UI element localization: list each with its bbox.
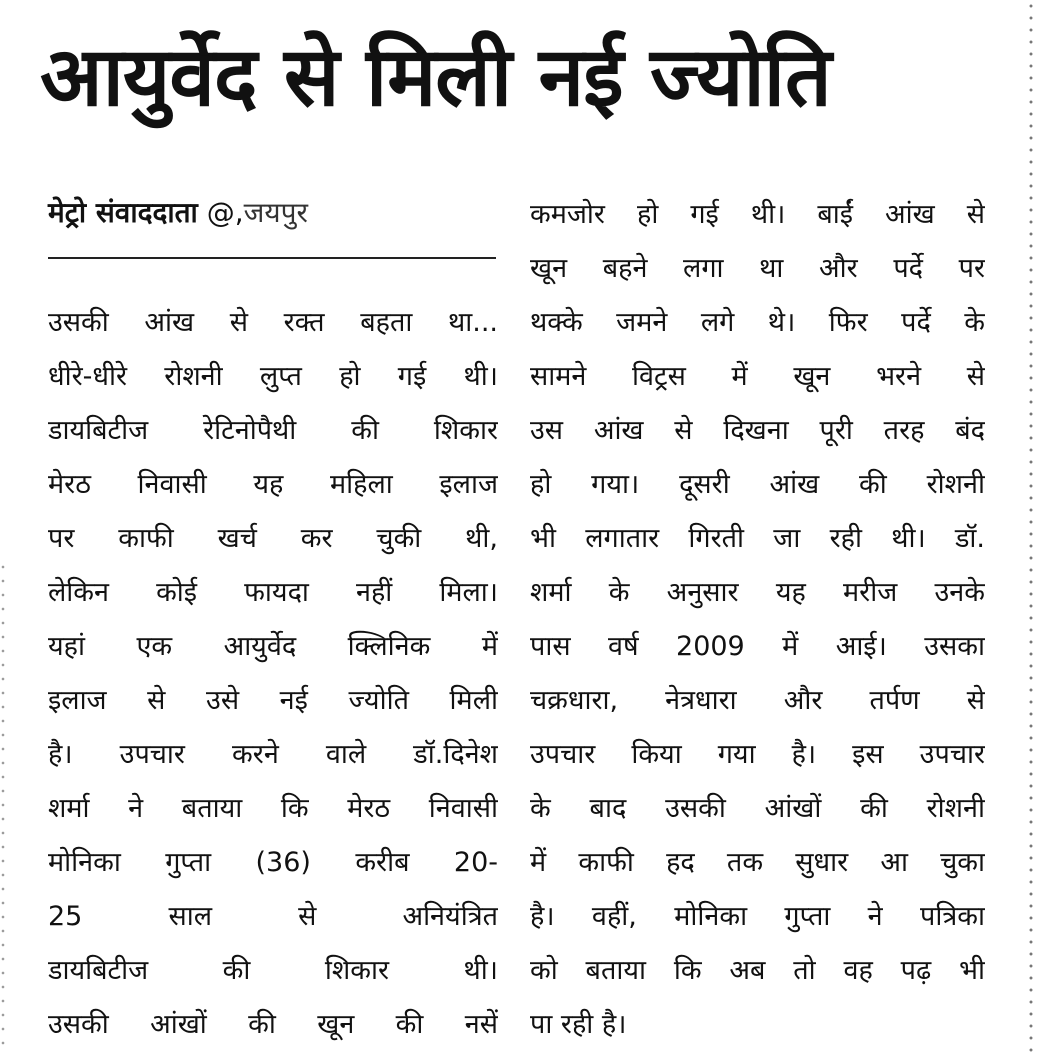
column-line: शर्मा के अनुसार यह मरीज उनके [530,577,985,608]
column-line: में काफी हद तक सुधार आ चुका [530,847,985,878]
column-line: लेकिन कोई फायदा नहीं मिला। [48,577,498,608]
column-line: उसकी आंख से रक्त बहता था... [48,307,498,338]
column-line: इलाज से उसे नई ज्योति मिली [48,685,498,716]
column-line: शर्मा ने बताया कि मेरठ निवासी [48,793,498,824]
article-column-left [48,296,498,1052]
column-line: मोनिका गुप्ता (36) करीब 20- [48,847,498,878]
column-line: उसकी आंखों की खून की नसें [48,1009,498,1040]
article-column-right [530,188,985,1052]
column-line: यहां एक आयुर्वेद क्लिनिक में [48,631,498,662]
column-line: 25 साल से अनियंत्रित [48,901,498,932]
column-line: चक्रधारा, नेत्रधारा और तर्पण से [530,685,985,716]
column-line: कमजोर हो गई थी। बाईं आंख से [530,199,985,230]
column-line: भी लगातार गिरती जा रही थी। डॉ. [530,523,985,554]
column-line: धीरे-धीरे रोशनी लुप्त हो गई थी। [48,361,498,392]
column-line: है। उपचार करने वाले डॉ.दिनेश [48,739,498,770]
byline-comma: , [234,196,244,229]
column-line: उस आंख से दिखना पूरी तरह बंद [530,415,985,446]
column-line: पा रही है। [530,1009,627,1040]
column-line: पास वर्ष 2009 में आई। उसका [530,631,985,662]
article-headline: आयुर्वेद से मिली नई ज्योति [40,30,831,125]
column-line: पर काफी खर्च कर चुकी थी, [48,523,498,554]
column-line: हो गया। दूसरी आंख की रोशनी [530,469,985,500]
byline-reporter: मेट्रो संवाददाता [48,196,198,229]
column-line: थक्के जमने लगे थे। फिर पर्दे के [530,307,985,338]
column-line: डायबिटीज की शिकार थी। [48,955,498,986]
column-line: डायबिटीज रेटिनोपैथी की शिकार [48,415,498,446]
column-line: है। वहीं, मोनिका गुप्ता ने पत्रिका [530,901,985,932]
column-line: खून बहने लगा था और पर्दे पर [530,253,985,284]
perforated-edge [1027,0,1035,1052]
column-line: सामने विट्रस में खून भरने से [530,361,985,392]
column-line: मेरठ निवासी यह महिला इलाज [48,469,498,500]
column-line: के बाद उसकी आंखों की रोशनी [530,793,985,824]
byline-city: जयपुर [243,196,308,229]
byline [48,193,308,233]
column-line: उपचार किया गया है। इस उपचार [530,739,985,770]
byline-separator: @ [197,196,235,229]
column-line: को बताया कि अब तो वह पढ़ भी [530,955,985,986]
left-perforated-edge [0,560,6,1050]
byline-rule [48,257,496,259]
